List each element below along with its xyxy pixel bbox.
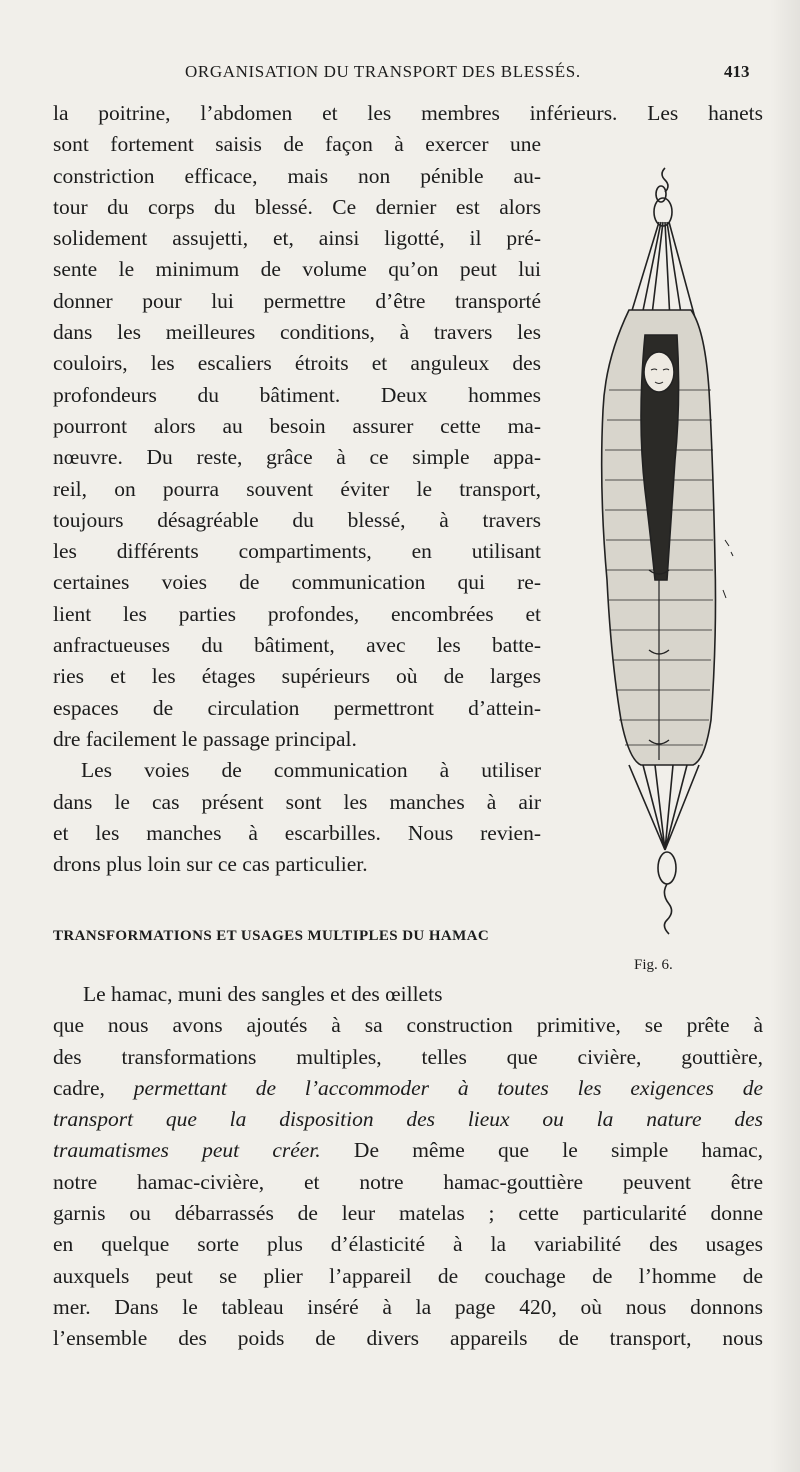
- page-number: 413: [724, 62, 750, 81]
- text-line: transport que la disposition des lieux ou la nature des: [53, 1107, 763, 1132]
- text-line: [53, 1073, 763, 1104]
- text-line: [53, 1135, 763, 1166]
- text-line: espaces de circulation permettront d’attein-: [53, 695, 541, 720]
- text-line: certaines voies de communication qui re-: [53, 570, 541, 595]
- text-line: anfractueuses du bâtiment, avec les batte-: [53, 633, 541, 658]
- text-line: dans les meilleures conditions, à travers les: [53, 320, 541, 345]
- text-line: reil, on pourra souvent éviter le transport,: [53, 476, 541, 501]
- text-line: Les voies de communication à utiliser: [81, 758, 541, 783]
- narrow-text-column: [53, 98, 763, 880]
- text-line: sente le minimum de volume qu’on peut lui: [53, 257, 541, 282]
- text-line: profondeurs du bâtiment. Deux hommes: [53, 382, 541, 407]
- section-heading: TRANSFORMATIONS ET USAGES MULTIPLES DU HAMAC: [53, 928, 490, 944]
- text-line: des transformations multiples, telles que civière, gouttière,: [53, 1044, 763, 1069]
- full-width-text: [53, 979, 763, 1355]
- text-line: la poitrine, l’abdomen et les membres inférieurs. Les hanets: [53, 101, 763, 125]
- text-line: dre facilement le passage principal.: [53, 726, 357, 751]
- text-line: tour du corps du blessé. Ce dernier est alors: [53, 194, 541, 219]
- text-line: mer. Dans le tableau inséré à la page 420, où nous donnons: [53, 1294, 763, 1319]
- text-line: notre hamac-civière, et notre hamac-gouttière peuvent être: [53, 1169, 763, 1194]
- running-title: ORGANISATION DU TRANSPORT DES BLESSÉS.: [185, 62, 581, 81]
- figure-caption: Fig. 6.: [634, 957, 673, 973]
- text-line: l’ensemble des poids de divers appareils de transport, nous: [53, 1326, 763, 1351]
- text-line: que nous avons ajoutés à sa construction primitive, se prête à: [53, 1013, 763, 1038]
- text-line: ries et les étages supérieurs où de larges: [53, 664, 541, 689]
- text-line: et les manches à escarbilles. Nous revien-: [53, 820, 541, 845]
- text-line: donner pour lui permettre d’être transporté: [53, 288, 541, 313]
- hammock-illustration-icon: [585, 160, 755, 950]
- text-line: en quelque sorte plus d’élasticité à la variabilité des usages: [53, 1232, 763, 1257]
- text-line: solidement assujetti, et, ainsi ligotté, il pré-: [53, 226, 541, 251]
- text-line: constriction efficace, mais non pénible au-: [53, 163, 541, 188]
- text-line: les différents compartiments, en utilisant: [53, 539, 541, 564]
- page-header: [0, 60, 800, 88]
- text-line: garnis ou débarrassés de leur matelas ; cette particularité donne: [53, 1201, 763, 1226]
- page-edge-shadow: [770, 0, 800, 1472]
- text-line: lient les parties profondes, encombrées et: [53, 601, 541, 626]
- text-line: couloirs, les escaliers étroits et anguleux des: [53, 351, 541, 376]
- text-segment: cadre,: [53, 1075, 105, 1100]
- text-line: nœuvre. Du reste, grâce à ce simple appa-: [53, 445, 541, 470]
- text-line: pourront alors au besoin assurer cette ma-: [53, 413, 541, 438]
- text-line: auxquels peut se plier l’appareil de couchage de l’homme de: [53, 1263, 763, 1288]
- text-line: sont fortement saisis de façon à exercer une: [53, 132, 541, 157]
- text-segment: De même que le simple hamac,: [353, 1138, 763, 1163]
- text-line: toujours désagréable du blessé, à travers: [53, 507, 541, 532]
- text-line: drons plus loin sur ce cas particulier.: [53, 852, 368, 877]
- text-line: dans le cas présent sont les manches à air: [53, 789, 541, 814]
- italic-segment: traumatismes peut créer.: [53, 1138, 321, 1163]
- text-line: Le hamac, muni des sangles et des œillets: [83, 982, 443, 1006]
- italic-segment: permettant de l’accommoder à toutes les exigences de: [133, 1075, 763, 1100]
